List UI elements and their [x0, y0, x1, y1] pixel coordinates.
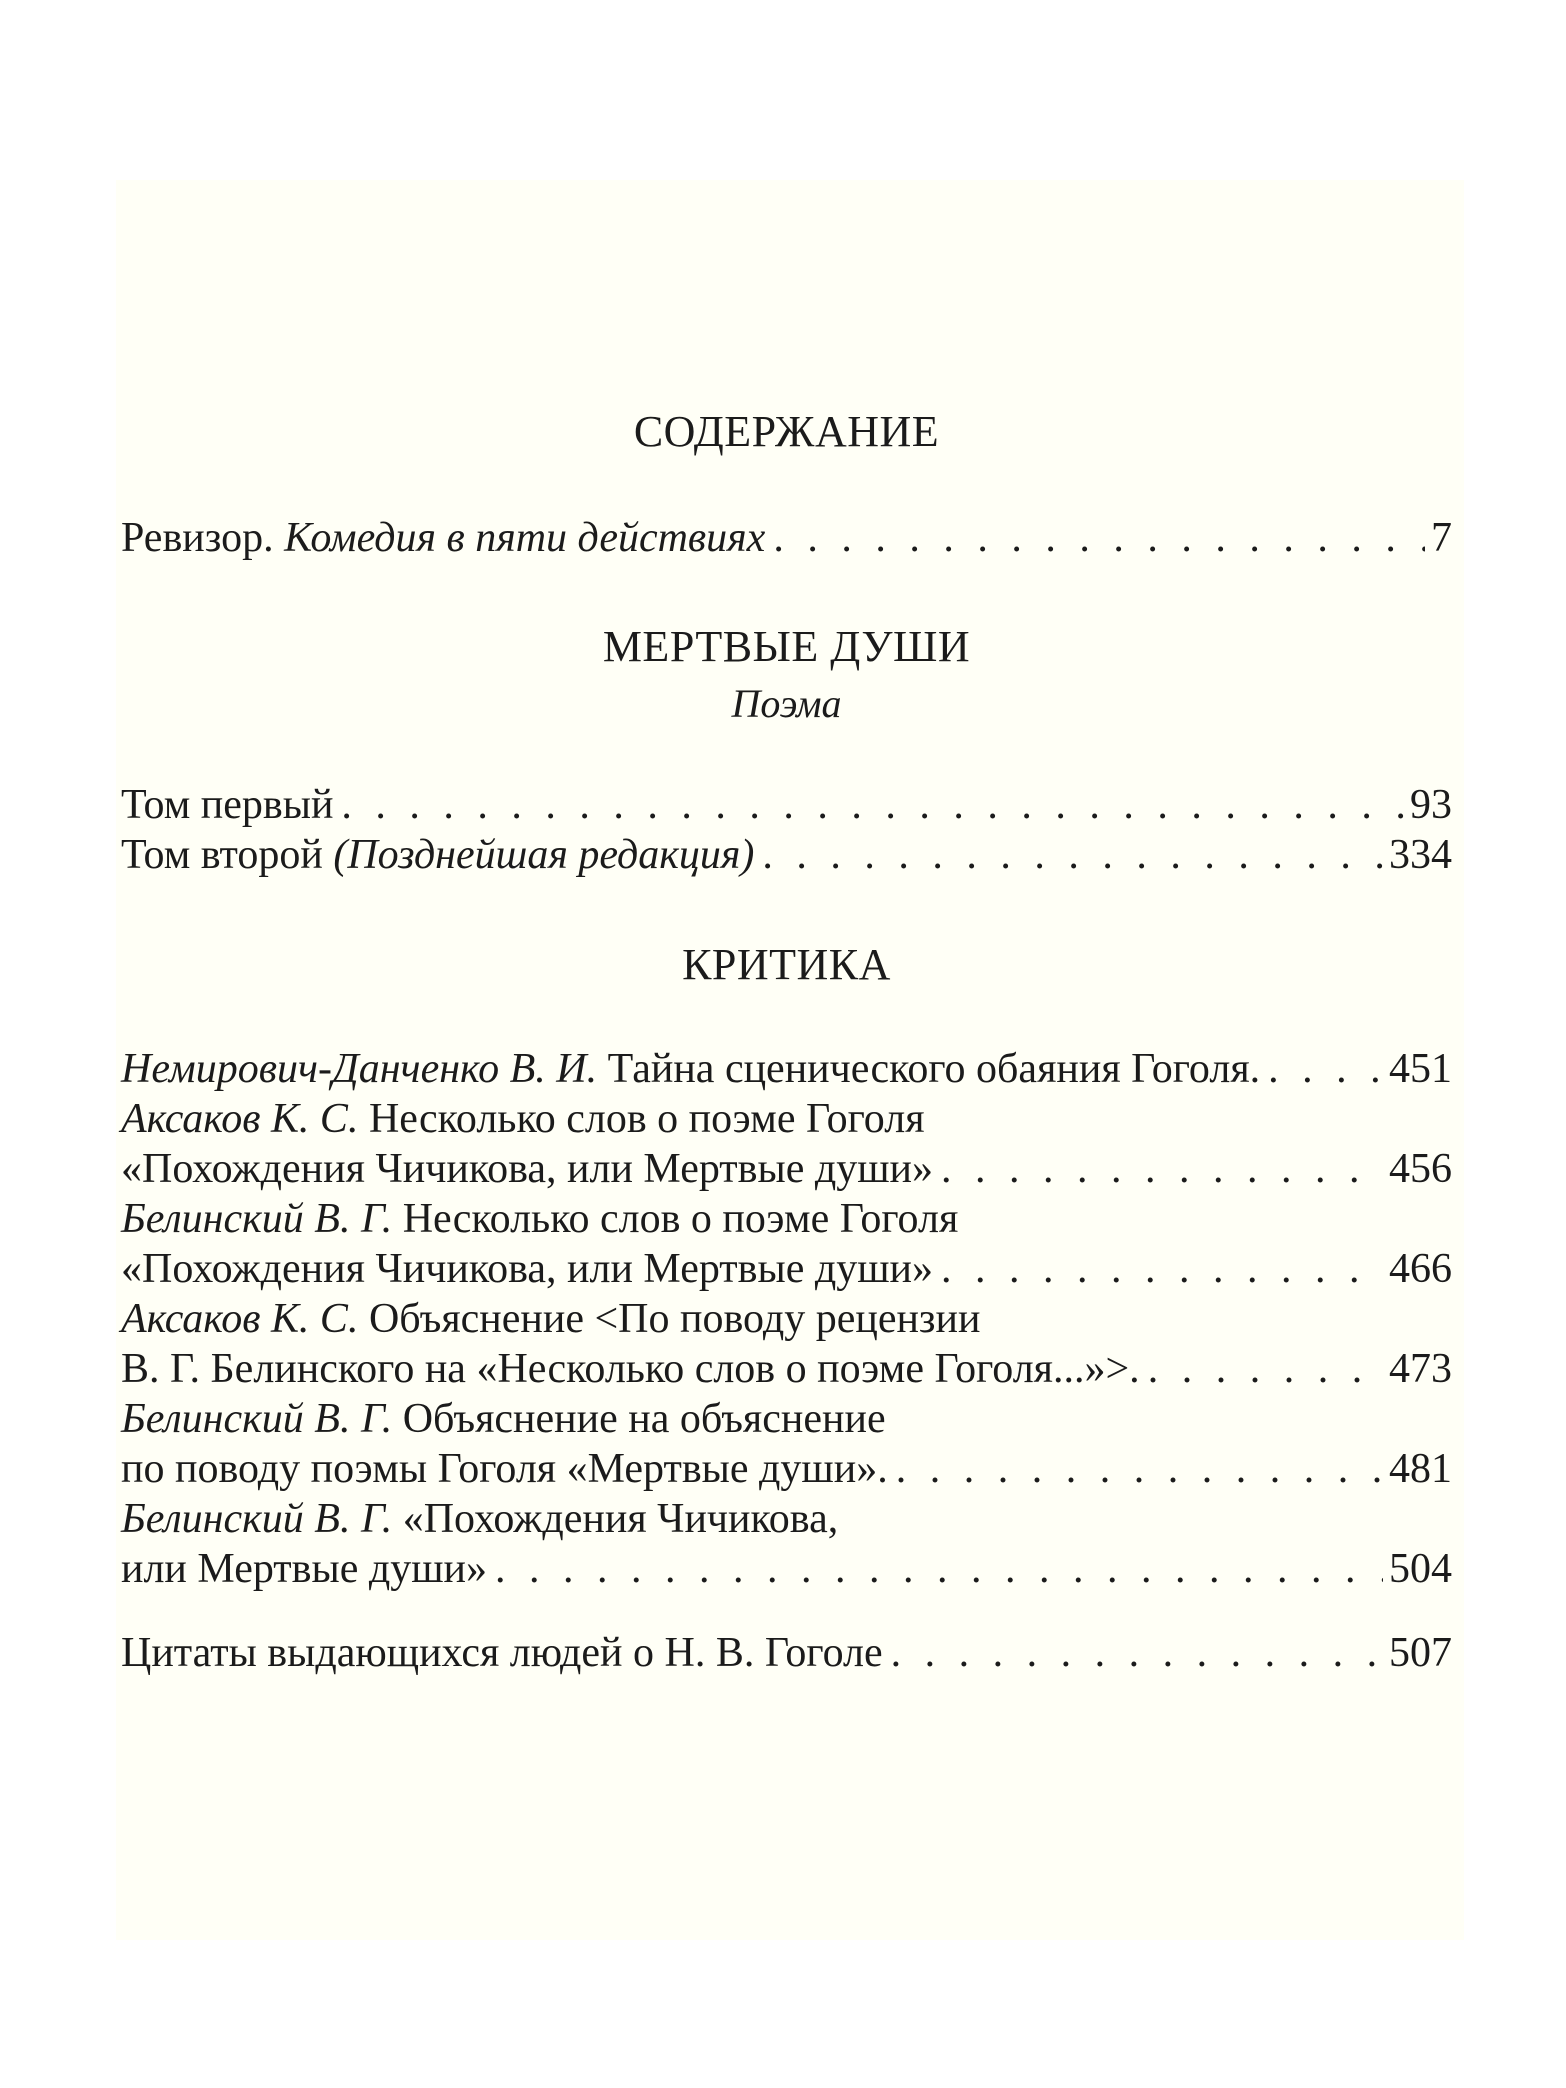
dot-leader	[941, 1144, 1383, 1194]
entry-page-number: 481	[1389, 1446, 1452, 1492]
contents-title: СОДЕРЖАНИЕ	[633, 407, 940, 456]
entry-title: Тайна сценического обаяния Гоголя.	[607, 1046, 1261, 1092]
entry-title-part-1: Объяснение <По поводу рецензии	[368, 1296, 981, 1342]
toc-entry-critique-4-line-2	[121, 1344, 1452, 1394]
dot-leader	[762, 830, 1383, 880]
revizor-subtitle: Комедия в пяти действиях	[284, 515, 766, 561]
entry-title-part-1: Объяснение на объяснение	[402, 1396, 886, 1442]
entry-page-number: 504	[1389, 1546, 1452, 1592]
toc-entry-critique-6-line-1	[121, 1494, 1452, 1544]
toc-entry-revizor	[121, 513, 1452, 563]
volume-two-note: (Позднейшая редакция)	[333, 832, 755, 878]
entry-title-part-2: или Мертвые души»	[121, 1546, 488, 1592]
revizor-title: Ревизор.	[121, 515, 274, 561]
volume-two-page-number: 334	[1389, 832, 1452, 878]
dot-leader	[341, 780, 1404, 830]
quotes-title: Цитаты выдающихся людей о Н. В. Гоголе	[121, 1630, 883, 1676]
volume-one-title: Том первый	[121, 782, 334, 828]
dead-souls-subheading: Поэма	[731, 681, 842, 726]
entry-author: Белинский В. Г.	[121, 1396, 393, 1442]
entry-author: Белинский В. Г.	[121, 1496, 393, 1542]
dot-leader	[495, 1544, 1383, 1594]
entry-page-number: 466	[1389, 1246, 1452, 1292]
entry-title-part-1: Несколько слов о поэме Гоголя	[402, 1196, 959, 1242]
dot-leader	[896, 1444, 1383, 1494]
toc-entry-critique-5-line-2	[121, 1444, 1452, 1494]
entry-title-part-2: по поводу поэмы Гоголя «Мертвые души».	[121, 1446, 888, 1492]
entry-author: Немирович-Данченко В. И.	[121, 1046, 598, 1092]
toc-entry-critique-3-line-1	[121, 1194, 1452, 1244]
dot-leader	[941, 1244, 1383, 1294]
toc-entry-critique-2-line-1	[121, 1094, 1452, 1144]
entry-title-part-2: «Похождения Чичикова, или Мертвые души»	[121, 1246, 934, 1292]
dot-leader	[773, 513, 1425, 563]
toc-entry-quotes	[121, 1628, 1452, 1678]
critique-heading: КРИТИКА	[682, 940, 891, 989]
revizor-page-number: 7	[1431, 515, 1452, 561]
toc-entry-volume-two	[121, 830, 1452, 880]
entry-author: Аксаков К. С.	[121, 1296, 359, 1342]
volume-one-page-number: 93	[1410, 782, 1452, 828]
entry-title-part-1: «Похождения Чичикова,	[402, 1496, 839, 1542]
toc-entry-critique-4-line-1	[121, 1294, 1452, 1344]
toc-entry-critique-5-line-1	[121, 1394, 1452, 1444]
entry-page-number: 473	[1389, 1346, 1452, 1392]
dot-leader	[891, 1628, 1383, 1678]
entry-author: Белинский В. Г.	[121, 1196, 393, 1242]
dot-leader	[1148, 1344, 1383, 1394]
toc-entry-volume-one	[121, 780, 1452, 830]
entry-author: Аксаков К. С.	[121, 1096, 359, 1142]
dead-souls-heading: МЕРТВЫЕ ДУШИ	[602, 622, 971, 671]
toc-entry-critique-1	[121, 1044, 1452, 1094]
entry-page-number: 456	[1389, 1146, 1452, 1192]
toc-entry-critique-3-line-2	[121, 1244, 1452, 1294]
entry-title-part-1: Несколько слов о поэме Гоголя	[368, 1096, 925, 1142]
quotes-page-number: 507	[1389, 1630, 1452, 1676]
toc-entry-critique-2-line-2	[121, 1144, 1452, 1194]
toc-entry-critique-6-line-2	[121, 1544, 1452, 1594]
entry-title-part-2: В. Г. Белинского на «Несколько слов о поэме Гоголя...»>.	[121, 1346, 1140, 1392]
dot-leader	[1268, 1044, 1383, 1094]
entry-title-part-2: «Похождения Чичикова, или Мертвые души»	[121, 1146, 934, 1192]
entry-page-number: 451	[1389, 1046, 1452, 1092]
volume-two-title: Том второй	[121, 832, 323, 878]
